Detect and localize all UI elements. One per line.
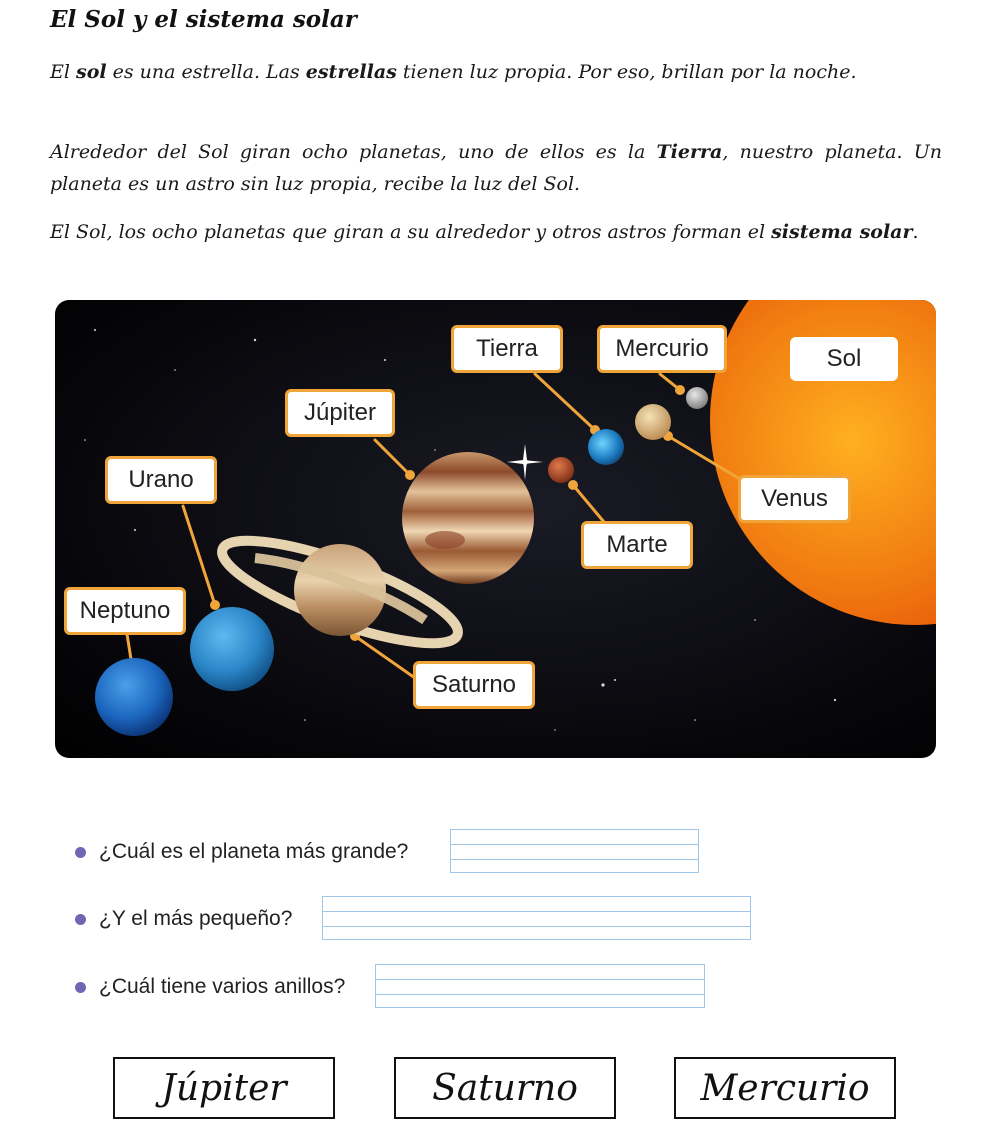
label-jupiter: Júpiter xyxy=(285,389,395,437)
earth xyxy=(588,429,624,465)
question-3 xyxy=(75,975,345,999)
venus xyxy=(635,404,671,440)
mars xyxy=(548,457,574,483)
neptune xyxy=(95,658,173,736)
label-tierra: Tierra xyxy=(451,325,563,373)
text: , nuestro planeta. Un planeta es un astro sin luz propia, recibe la luz del Sol. xyxy=(50,141,942,195)
label-urano: Urano xyxy=(105,456,217,504)
label-venus: Venus xyxy=(738,475,851,523)
answer-card-jupiter[interactable]: Júpiter xyxy=(113,1057,335,1119)
paragraph-solar-system xyxy=(50,216,942,248)
mercury xyxy=(686,387,708,409)
answer-card-mercurio[interactable]: Mercurio xyxy=(674,1057,896,1119)
text: El Sol, los ocho planetas que giran a su alrededor y otros astros forman el xyxy=(50,221,772,243)
bullet-icon xyxy=(75,914,86,925)
solar-system-diagram xyxy=(55,300,936,758)
label-marte: Marte xyxy=(581,521,693,569)
page-title: El Sol y el sistema solar xyxy=(50,6,357,33)
text: Alrededor del Sol giran ocho planetas, uno de ellos es la xyxy=(50,141,657,163)
label-saturno: Saturno xyxy=(413,661,535,709)
bullet-icon xyxy=(75,982,86,993)
text: es una estrella. Las xyxy=(106,61,306,83)
paragraph-sun xyxy=(50,56,942,88)
question-1 xyxy=(75,840,408,864)
question-text: ¿Cuál es el planeta más grande? xyxy=(99,840,409,863)
bold-term-sistema-solar: sistema solar xyxy=(771,221,913,243)
answer-field-2[interactable] xyxy=(322,896,751,940)
answer-field-3[interactable] xyxy=(375,964,705,1008)
text: El xyxy=(50,61,76,83)
jupiter xyxy=(402,452,534,584)
question-2 xyxy=(75,907,292,931)
question-text: ¿Y el más pequeño? xyxy=(99,907,293,930)
label-neptuno: Neptuno xyxy=(64,587,186,635)
question-text: ¿Cuál tiene varios anillos? xyxy=(99,975,346,998)
answer-field-1[interactable] xyxy=(450,829,699,873)
text: tienen luz propia. Por eso, brillan por la noche. xyxy=(396,61,857,83)
label-mercurio: Mercurio xyxy=(597,325,727,373)
answer-card-saturno[interactable]: Saturno xyxy=(394,1057,616,1119)
bullet-icon xyxy=(75,847,86,858)
bold-term-sol: sol xyxy=(76,61,107,83)
label-sol: Sol xyxy=(790,337,898,381)
text: . xyxy=(912,221,919,243)
bold-term-tierra: Tierra xyxy=(656,141,723,163)
uranus xyxy=(190,607,274,691)
paragraph-planets xyxy=(50,136,942,200)
bold-term-estrellas: estrellas xyxy=(305,61,397,83)
